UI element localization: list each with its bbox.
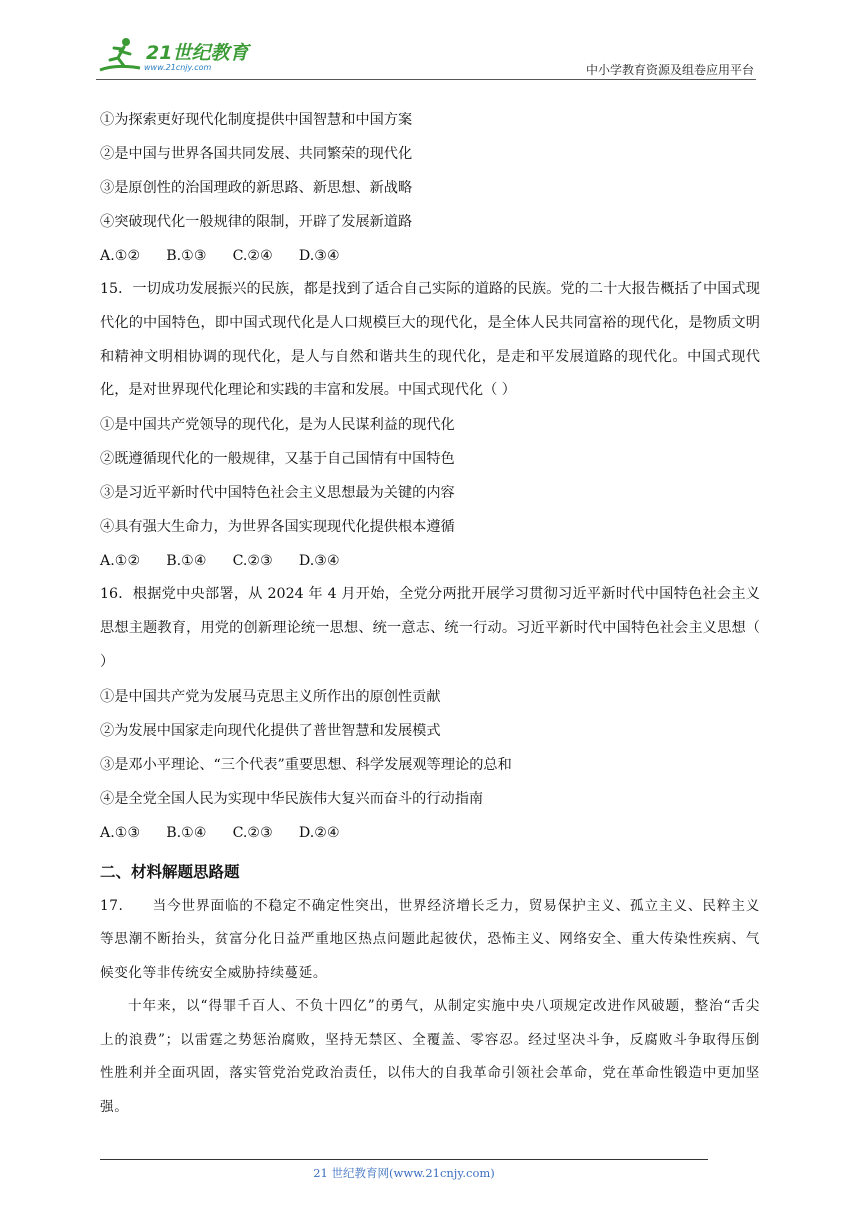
q15-option-a: A.①② — [100, 553, 141, 570]
q16-item-4: ④是全党全国人民为实现中华民族伟大复兴而奋斗的行动指南 — [100, 790, 484, 807]
q14-option-c: C.②④ — [232, 248, 273, 264]
q15-item-2: ②既遵循现代化的一般规律，又基于自己国情有中国特色 — [100, 451, 455, 468]
runner-logo-icon — [96, 34, 148, 78]
q15-option-d: D.③④ — [298, 553, 340, 570]
q16-option-c: C.②③ — [232, 824, 273, 841]
q16-options — [100, 816, 760, 850]
q15-item-4: ④具有强大生命力，为世界各国实现现代化提供根本遵循 — [100, 519, 455, 536]
q16-option-d: D.②④ — [298, 824, 340, 841]
q15-options — [100, 544, 760, 578]
q16-stem: 16．根据党中央部署，从 2024 年 4 月开始，全党分两批开展学习贯彻习近平新时代中国特色社会主义思想主题教育，用党的创新理论统一思想、统一意志、统一行动。习近平新时代中国特色社会主义思想（ ） — [100, 586, 760, 670]
logo-url: www.21cnjy.com — [144, 63, 212, 72]
document-body — [100, 103, 760, 1124]
page-header — [96, 34, 756, 78]
q14-option-b: B.①③ — [166, 248, 207, 264]
q14-item-2: ②是中国与世界各国共同发展、共同繁荣的现代化 — [100, 146, 413, 162]
q15-item-1: ①是中国共产党领导的现代化，是为人民谋利益的现代化 — [100, 417, 455, 434]
q14-option-a: A.①② — [100, 248, 141, 264]
q14-option-d: D.③④ — [298, 248, 340, 264]
site-logo — [96, 34, 266, 78]
header-divider — [96, 79, 756, 80]
q14-options — [100, 239, 760, 273]
q16-item-3: ③是邓小平理论、“三个代表”重要思想、科学发展观等理论的总和 — [100, 756, 512, 773]
q14-item-3: ③是原创性的治国理政的新思路、新思想、新战略 — [100, 180, 413, 196]
q15-option-c: C.②③ — [232, 553, 273, 570]
platform-name: 中小学教育资源及组卷应用平台 — [585, 63, 754, 77]
q15-option-b: B.①④ — [166, 553, 207, 570]
q17-paragraph-2: 十年来，以“得罪千百人、不负十四亿”的勇气，从制定实施中央八项规定改进作风破题，整治“舌尖上的浪费”；以雷霆之势惩治腐败，坚持无禁区、全覆盖、零容忍。经过坚决斗争，反腐败斗争取得压倒性胜利并全面巩固，落实管党治党政治责任，以伟大的自我革命引领社会革命，党在革命性锻造中更加坚强。 — [100, 998, 760, 1115]
section-title: 二、材料解题思路题 — [100, 862, 240, 881]
footer-divider — [100, 1159, 708, 1160]
q15-stem: 15．一切成功发展振兴的民族，都是找到了适合自己实际的道路的民族。党的二十大报告概括了中国式现代化的中国特色，即中国式现代化是人口规模巨大的现代化，是全体人民共同富裕的现代化，是物质文明和精神文明相协调的现代化，是人与自然和谐共生的现代化，是走和平发展道路的现代化。中国式现代化，是对世界现代化理论和实践的丰富和发展。中国式现代化（ ） — [100, 281, 760, 399]
q14-item-4: ④突破现代化一般规律的限制，开辟了发展新道路 — [100, 214, 413, 230]
footer-text: 21 世纪教育网(www.21cnjy.com) — [313, 1166, 495, 1180]
q15-item-3: ③是习近平新时代中国特色社会主义思想最为关键的内容 — [100, 485, 455, 502]
q16-option-b: B.①④ — [166, 824, 207, 841]
q16-option-a: A.①③ — [100, 824, 141, 841]
q17-paragraph-1: 17. 当今世界面临的不稳定不确定性突出，世界经济增长乏力，贸易保护主义、孤立主义、民粹主义等思潮不断抬头，贫富分化日益严重地区热点问题此起彼伏，恐怖主义、网络安全、重大传染性疾病、气候变化等非传统安全威胁持续蔓延。 — [100, 897, 760, 981]
q14-item-1: ①为探索更好现代化制度提供中国智慧和中国方案 — [100, 112, 413, 128]
q16-item-2: ②为发展中国家走向现代化提供了普世智慧和发展模式 — [100, 722, 441, 739]
q16-item-1: ①是中国共产党为发展马克思主义所作出的原创性贡献 — [100, 688, 441, 705]
logo-text: 21世纪教育 — [146, 42, 249, 64]
